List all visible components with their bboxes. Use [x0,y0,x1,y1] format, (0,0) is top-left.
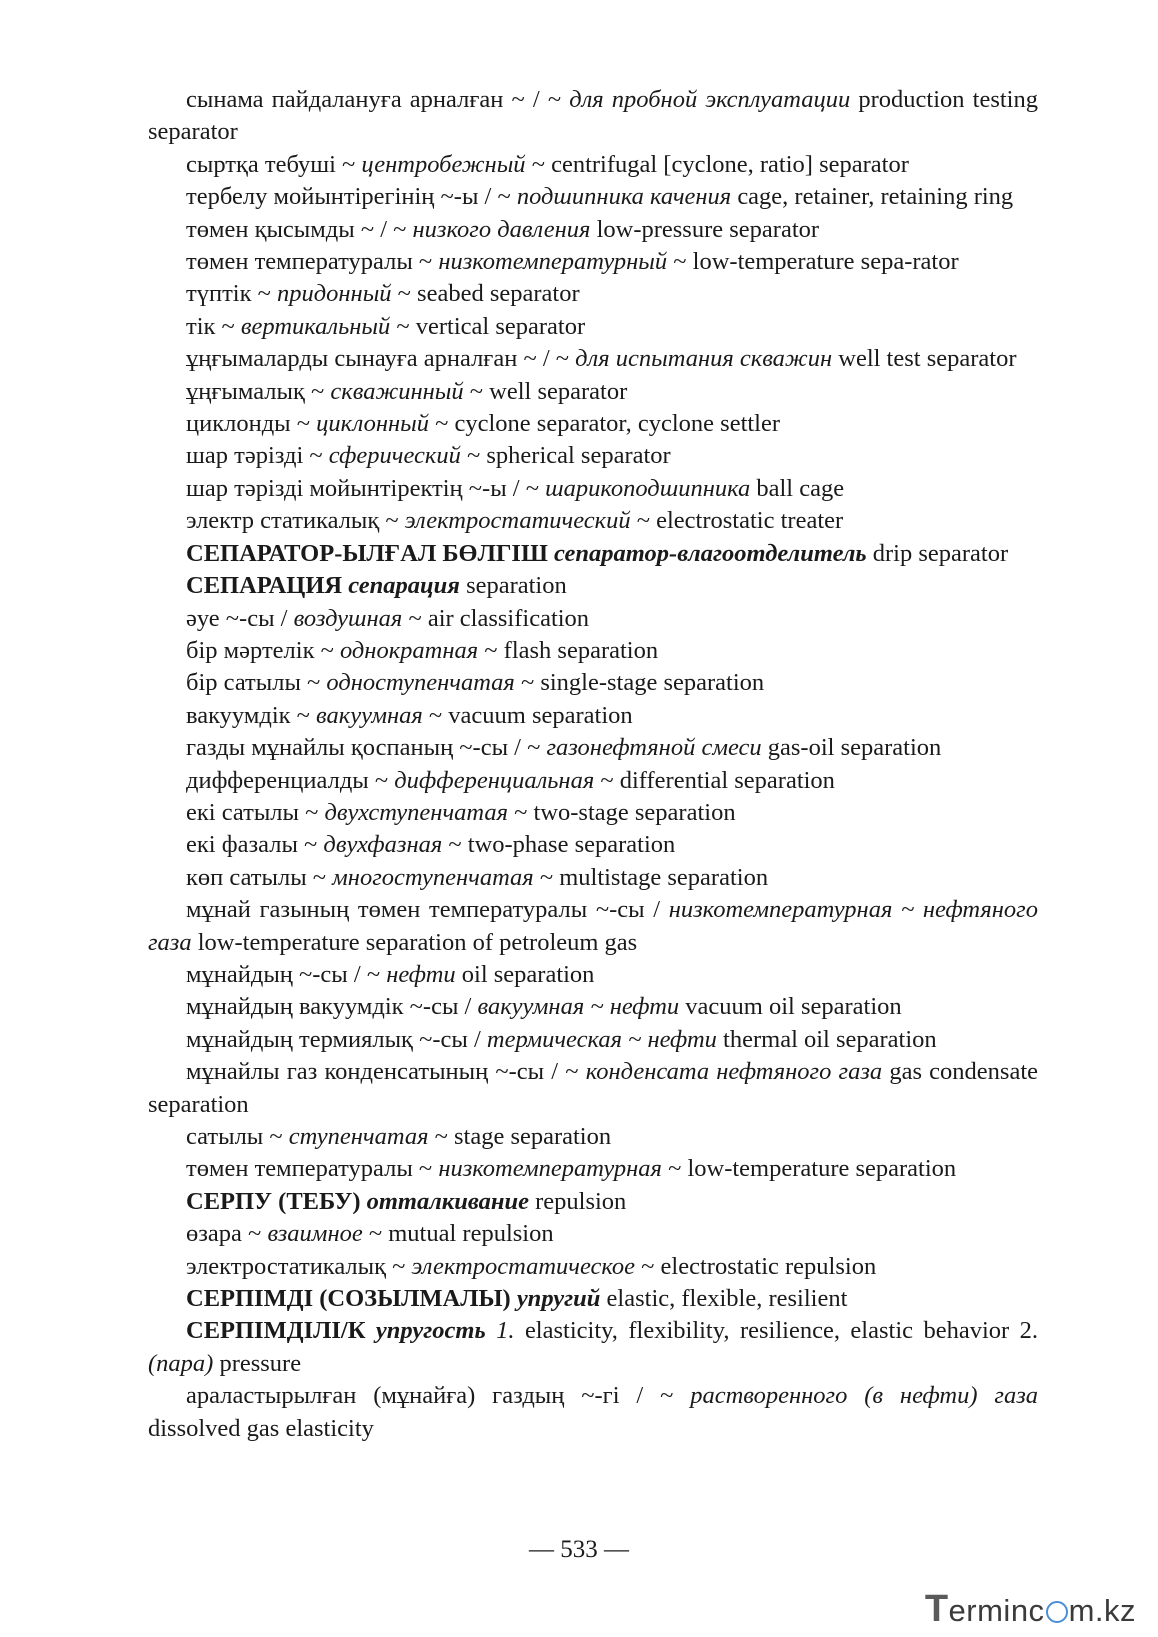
logo-text-mid: erminc [948,1593,1045,1628]
entry-text: low-temperature separation of petroleum gas [191,928,638,956]
russian-term: (пара) [148,1349,214,1377]
entry-text: ~ low-temperature separation [661,1155,957,1183]
dictionary-entry [148,214,1038,246]
entry-text: low-pressure separator [590,215,820,243]
dictionary-entry [148,408,1038,440]
entry-text: ~ two-phase separation [442,831,676,859]
russian-term: сепарация [348,572,460,600]
headword: СЕПАРАТОР-ЫЛҒАЛ БӨЛГІШ [186,539,554,567]
russian-term: отталкивание [366,1187,529,1215]
entry-text: бір мәртелік ~ [186,636,340,664]
entry-text: төмен температуралы ~ [186,248,439,276]
entry-text: ~ low-temperature sepa-rator [667,248,959,276]
entry-text: ~ single-stage separation [514,669,765,697]
entry-text: ~ vertical separator [390,312,586,340]
dictionary-entry [148,84,1038,149]
entry-text: мұнайдың ~-сы / ~ [186,960,387,988]
entry-text: gas-oil separation [761,734,942,762]
dictionary-entry [148,1218,1038,1250]
entry-text: ~ stage separation [428,1123,612,1150]
entry-text: pressure [213,1349,302,1377]
entry-text: repulsion [528,1187,627,1215]
entry-text: production testing separator [148,86,1038,146]
entry-text: ~ electrostatic repulsion [635,1252,877,1280]
dictionary-entry [148,1056,1038,1121]
entry-text: вакуумдік ~ [186,701,317,729]
dictionary-entry [148,1153,1038,1185]
russian-term: дифференциальная [394,766,595,794]
magnifier-icon [1046,1601,1068,1623]
dictionary-entry [148,603,1038,635]
entry-text: ~ two-stage separation [508,798,736,826]
entry-text: мұнайдың термиялық ~-сы / [186,1025,487,1053]
entry-text: drip separator [866,539,1009,567]
entry-text: электр статикалық ~ [186,507,405,535]
russian-term: однократная [339,636,479,664]
entry-text: төмен қысымды ~ / ~ [186,215,413,243]
russian-term: взаимное [267,1220,363,1248]
dictionary-entry [148,991,1038,1023]
entry-text: сатылы ~ [186,1123,289,1150]
dictionary-entry [148,797,1038,829]
dictionary-entry [148,1186,1038,1218]
entry-text [486,1317,496,1344]
russian-term: многоступенчатая [332,863,534,891]
dictionary-entry [148,1315,1038,1380]
russian-term: двухступенчатая [324,798,509,826]
dictionary-entry [148,765,1038,797]
logo-letter-t: T [924,1588,949,1630]
russian-term: вакуумная [316,701,423,729]
dictionary-entry [148,667,1038,699]
russian-term: растворенного (в нефти) газа [690,1382,1038,1410]
dictionary-entry [148,1121,1038,1153]
russian-term: конденсата нефтяного газа [585,1058,883,1086]
entry-text: өзара ~ [186,1220,268,1248]
page-number: — 533 — [529,1536,629,1563]
entry-text: elasticity, flexibility, resilience, elastic behavior 2. [514,1317,1038,1345]
entry-text: мұнайдың вакуумдік ~-сы / [186,993,478,1021]
entry-text: төмен температуралы ~ [186,1155,439,1183]
entry-text: ~ well separator [463,377,628,405]
russian-term: подшипника качения [516,183,732,211]
entry-text: мұнайлы газ конденсатының ~-сы / ~ [186,1058,586,1086]
entry-text: ұңғымаларды сынауға арналған ~ / ~ [186,345,576,373]
entry-text: бір сатылы ~ [186,669,327,697]
dictionary-entry [148,376,1038,408]
russian-term: низкотемпературный [438,248,668,276]
russian-term: вертикальный [240,312,391,340]
russian-term: нефти [386,960,456,988]
entry-text: әуе ~-сы / [186,604,294,632]
entry-text: dissolved gas elasticity [148,1414,374,1442]
dictionary-page-body [148,84,1038,1445]
entry-text: ~ flash separation [478,636,659,664]
dictionary-entry [148,505,1038,537]
entry-text: thermal oil separation [716,1025,937,1053]
dictionary-entry [148,181,1038,213]
termincom-logo[interactable] [925,1588,1136,1631]
russian-term: сферический [328,442,461,470]
dictionary-entry [148,246,1038,278]
russian-term: газонефтяной смеси [546,734,762,762]
entry-text: ~ multistage separation [533,863,769,891]
entry-text: oil separation [455,960,595,988]
russian-term: 1. [496,1317,515,1345]
russian-term: термическая ~ нефти [486,1025,717,1053]
entry-text: ұңғымалық ~ [186,377,331,405]
dictionary-entry [148,862,1038,894]
russian-term: двухфазная [323,831,443,859]
logo-text-tail: m.kz [1068,1593,1136,1628]
dictionary-entry [148,1283,1038,1315]
russian-term: придонный [277,280,392,308]
entry-text: мұнай газының төмен температуралы ~-сы / [186,896,669,924]
russian-term: циклонный [316,410,429,438]
russian-term: низкотемпературная [438,1155,662,1183]
headword: СЕРПІМДІ (СОЗЫЛМАЛЫ) [186,1285,517,1313]
dictionary-entry [148,635,1038,667]
dictionary-entry [148,538,1038,570]
entry-text: cage, retainer, retaining ring [731,183,1014,211]
dictionary-entry [148,732,1038,764]
entry-text: gas condensate separation [148,1058,1038,1118]
dictionary-entry [148,311,1038,343]
dictionary-entry [148,343,1038,375]
entry-text: ~ differential separation [594,766,835,794]
entry-text: электростатикалық ~ [186,1252,412,1280]
entry-text: араластырылған (мұнайға) газдың ~-гі / ~ [186,1382,691,1410]
russian-term: упругий [516,1285,601,1313]
entry-text: сынама пайдалануға арналған ~ / ~ [186,86,570,113]
russian-term: ступенчатая [288,1123,429,1150]
russian-term: электростатическое [411,1252,636,1280]
entry-text: түптік ~ [186,280,277,308]
entry-text: elastic, flexible, resilient [600,1285,848,1313]
russian-term: низкого давления [412,215,591,243]
russian-term: центробежный [361,150,526,178]
russian-term: сепаратор-влагоотделитель [554,539,867,567]
entry-text: ~ mutual repulsion [362,1220,554,1248]
dictionary-entry [148,700,1038,732]
entry-text: ball cage [750,474,845,502]
entry-text: ~ seabed separator [391,280,580,308]
entry-text: сыртқа тебуші ~ [186,150,362,178]
russian-term: одноступенчатая [326,669,515,697]
dictionary-entry [148,570,1038,602]
dictionary-entry [148,149,1038,181]
russian-term: скважинный [330,377,464,405]
entry-text: ~ cyclone separator, cyclone settler [429,410,781,438]
entry-text: ~ centrifugal [cyclone, ratio] separator [525,150,909,178]
headword: СЕРПІМДІЛІ/К [186,1317,376,1345]
dictionary-entry [148,278,1038,310]
headword: СЕПАРАЦИЯ [186,572,349,600]
entry-text: шар тәрізді мойынтіректің ~-ы / ~ [186,474,546,502]
russian-term: для испытания скважин [575,345,833,373]
dictionary-entry [148,440,1038,472]
entry-text: көп сатылы ~ [186,863,333,891]
headword: СЕРПУ (ТЕБУ) [186,1187,367,1215]
entry-text: екі фазалы ~ [186,831,324,859]
dictionary-entry [148,829,1038,861]
entry-text: тербелу мойынтірегінің ~-ы / ~ [186,183,517,211]
dictionary-entry [148,894,1038,959]
russian-term: низкотемпературная ~ нефтяного газа [148,896,1038,956]
entry-text: екі сатылы ~ [186,798,325,826]
entry-text: газды мұнайлы қоспаның ~-сы / ~ [186,734,547,762]
russian-term: шарикоподшипника [545,474,751,502]
entry-text: vacuum oil separation [679,993,902,1021]
entry-text: дифференциалды ~ [186,766,395,794]
russian-term: электростатический [404,507,631,535]
entry-text: separation [459,572,567,600]
russian-term: упругость [375,1317,486,1345]
entry-text: well test separator [832,345,1017,373]
russian-term: вакуумная ~ нефти [477,993,680,1021]
entry-text: циклонды ~ [186,410,317,438]
dictionary-entry [148,1251,1038,1283]
entry-text: ~ spherical separator [460,442,671,470]
entry-text: ~ vacuum separation [422,701,633,729]
entry-text: ~ air classification [402,604,590,632]
entry-text: тік ~ [186,312,241,340]
entry-text: ~ electrostatic treater [630,507,844,535]
dictionary-entry [148,1380,1038,1445]
dictionary-entry [148,1024,1038,1056]
dictionary-entry [148,473,1038,505]
dictionary-entry [148,959,1038,991]
russian-term: для пробной эксплуатации [569,86,851,113]
entry-text: шар тәрізді ~ [186,442,329,470]
russian-term: воздушная [293,604,403,632]
